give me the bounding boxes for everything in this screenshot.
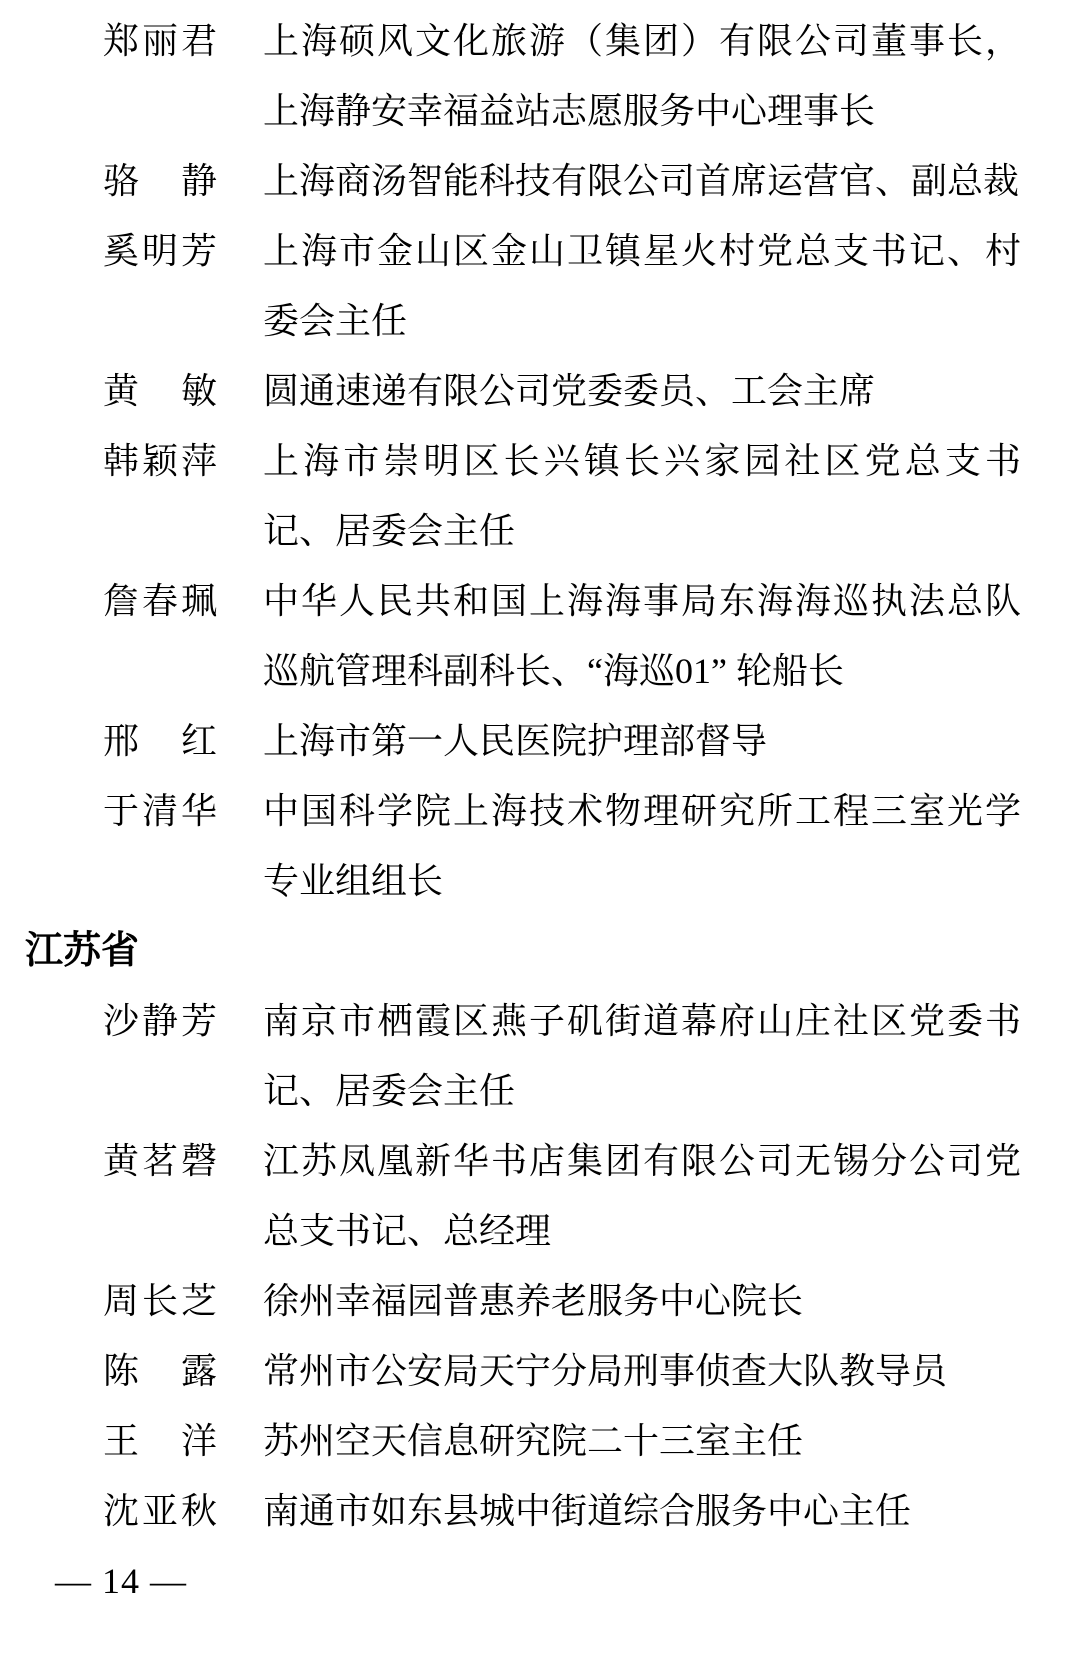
entry-name-char: 君 [180,21,217,61]
province-header: 江苏省 [25,930,140,972]
entry-name-char: 萍 [180,441,217,481]
entry-name-char: 敏 [180,371,217,411]
entry-name-char: 芳 [180,1001,217,1041]
entry-name [103,146,217,216]
entry-name [103,706,217,776]
roster-entry [0,426,1080,566]
position-line: 徐州幸福园普惠养老服务中心院长 [263,1281,804,1321]
entry-name-char: 颖 [141,441,178,481]
entry-name-char: 静 [180,161,217,201]
position-line: 常州市公安局天宁分局刑事侦查大队教导员 [263,1351,948,1391]
roster-entry [0,1406,1080,1476]
entry-name-char: 芳 [180,231,217,271]
position-line: 记、居委会主任 [263,511,516,551]
entry-name-char: 明 [141,231,178,271]
entry-name-char: 长 [141,1281,178,1321]
position-line: 中国科学院上海技术物理研究所工程三室光学 [263,791,1021,831]
position-line: 上海市第一人民医院护理部督导 [263,721,768,761]
entry-name-char: 茗 [141,1141,178,1181]
position-line: 总支书记、总经理 [263,1211,552,1251]
position-line: 上海硕风文化旅游（集团）有限公司董事长， [263,21,1021,61]
entry-position [263,776,1021,916]
entry-name-char: 黄 [103,371,140,411]
roster-entry [0,1476,1080,1546]
entry-position [263,216,1021,356]
entry-name-char: 秋 [180,1491,217,1531]
roster-entry [0,1126,1080,1266]
entry-name-char: 红 [180,721,217,761]
entry-name-char: 清 [141,791,178,831]
page-footer: — 14 — [55,1561,187,1601]
position-line: 南京市栖霞区燕子矶街道幕府山庄社区党委书 [263,1001,1021,1041]
entry-name-char: 奚 [103,231,140,271]
position-line: 记、居委会主任 [263,1071,516,1111]
entry-name [103,1406,217,1476]
entry-position [263,1406,1021,1476]
entry-name-char: 黄 [103,1141,140,1181]
entry-name [103,426,217,496]
entry-name-char: 华 [180,791,217,831]
entry-position [263,1126,1021,1266]
entry-name [103,216,217,286]
entry-position [263,1336,1021,1406]
entry-name [103,6,217,76]
entry-name-char: 詹 [103,581,140,621]
entry-position [263,706,1021,776]
entry-name-char: 亚 [141,1491,178,1531]
entry-position [263,6,1021,146]
roster-entry [0,566,1080,706]
entry-name-char: 周 [103,1281,140,1321]
entry-position [263,1476,1021,1546]
roster-entry [0,776,1080,916]
entry-name-char: 邢 [103,721,140,761]
entry-position [263,566,1021,706]
entry-name-char: 陈 [103,1351,140,1391]
position-line: 专业组组长 [263,861,444,901]
position-line: 中华人民共和国上海海事局东海海巡执法总队 [263,581,1021,621]
entry-name-char: 丽 [141,21,178,61]
entry-name-char: 王 [103,1421,140,1461]
roster-entry [0,1266,1080,1336]
entry-position [263,426,1021,566]
entry-name [103,356,217,426]
position-line: 江苏凤凰新华书店集团有限公司无锡分公司党 [263,1141,1021,1181]
position-line: 巡航管理科副科长、“海巡01” 轮船长 [263,651,844,691]
entry-name [103,986,217,1056]
position-line: 苏州空天信息研究院二十三室主任 [263,1421,804,1461]
entry-name-char: 沙 [103,1001,140,1041]
entry-position [263,986,1021,1126]
entry-name [103,776,217,846]
roster-entry [0,146,1080,216]
entry-name [103,1476,217,1546]
entry-name-char: 骆 [103,161,140,201]
position-line: 上海静安幸福益站志愿服务中心理事长 [263,91,876,131]
entry-name-char: 珮 [180,581,217,621]
position-line: 委会主任 [263,301,408,341]
entry-name-char: 沈 [103,1491,140,1531]
entry-name-char: 春 [141,581,178,621]
entry-name-char: 露 [180,1351,217,1391]
entry-name [103,1336,217,1406]
entry-name-char: 静 [141,1001,178,1041]
entry-name [103,1266,217,1336]
entry-name-char: 磬 [180,1141,217,1181]
roster-entry [0,1336,1080,1406]
roster-entry [0,356,1080,426]
roster-entry [0,6,1080,146]
entry-name-char: 于 [103,791,140,831]
entry-name [103,566,217,636]
honoree-roster [0,6,1080,1546]
entry-name [103,1126,217,1196]
roster-entry [0,986,1080,1126]
entry-position [263,146,1021,216]
position-line: 上海市崇明区长兴镇长兴家园社区党总支书 [263,441,1021,481]
entry-name-char: 郑 [103,21,140,61]
entry-name-char: 洋 [180,1421,217,1461]
entry-position [263,356,1021,426]
entry-name-char: 芝 [180,1281,217,1321]
roster-entry [0,706,1080,776]
position-line: 上海市金山区金山卫镇星火村党总支书记、村 [263,231,1021,271]
roster-entry [0,216,1080,356]
position-line: 南通市如东县城中街道综合服务中心主任 [263,1491,912,1531]
entry-name-char: 韩 [103,441,140,481]
position-line: 圆通速递有限公司党委委员、工会主席 [263,371,876,411]
position-line: 上海商汤智能科技有限公司首席运营官、副总裁 [263,161,1020,201]
entry-position [263,1266,1021,1336]
